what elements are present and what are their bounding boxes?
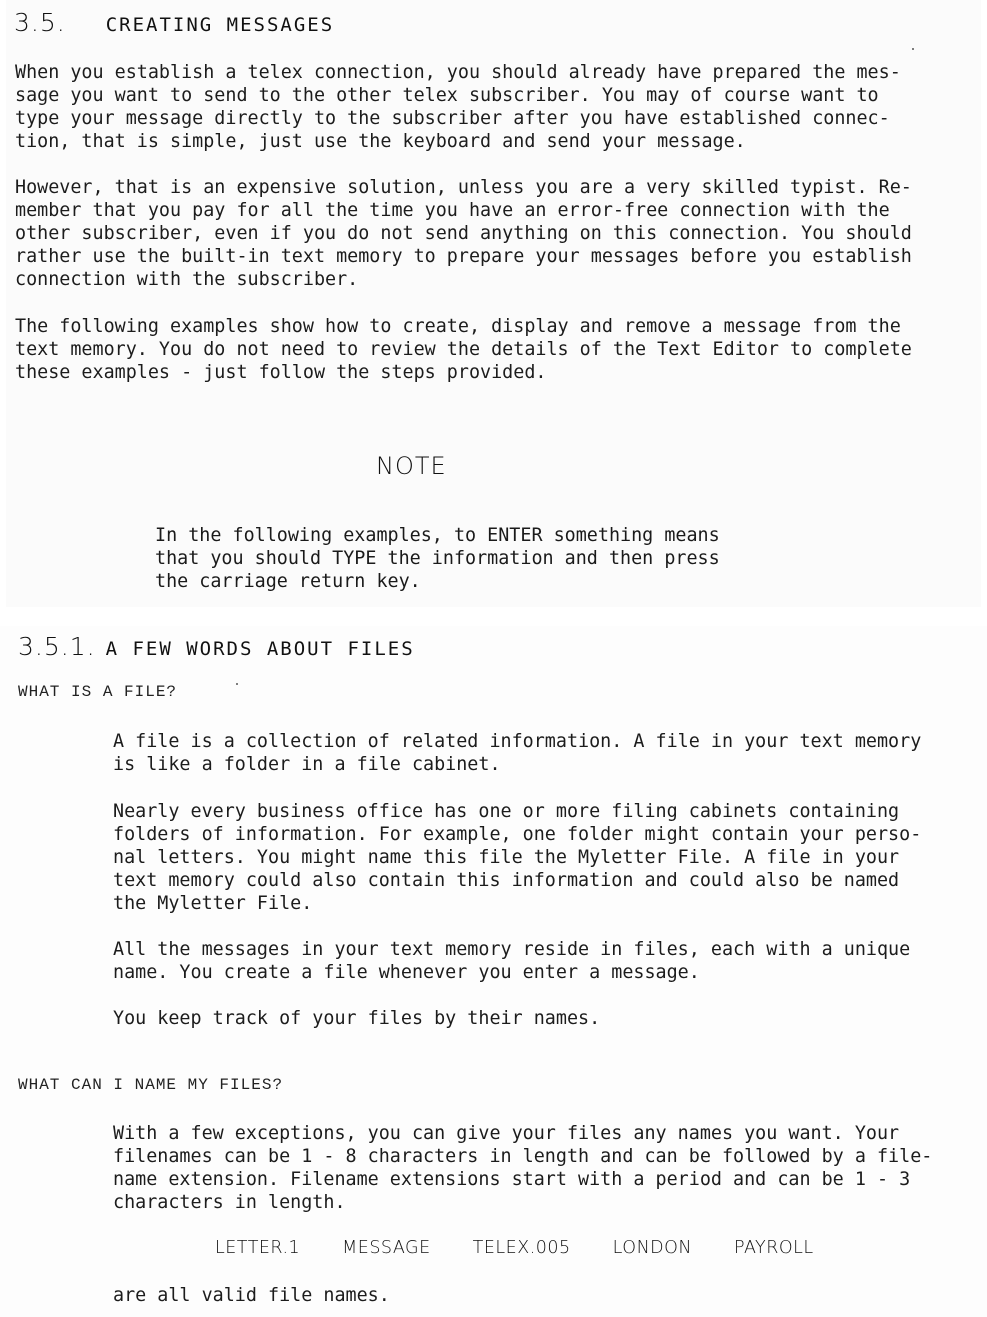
filename-examples (215, 1238, 814, 1258)
filename-example: MESSAGE (342, 1238, 431, 1258)
scan-speck (912, 48, 914, 50)
filename-example: TELEX.005 (472, 1238, 571, 1258)
section-title: A FEW WORDS ABOUT FILES (105, 638, 415, 660)
note-title: NOTE (376, 452, 447, 480)
paragraph-telex-connection: When you establish a telex connection, you should already have prepared the mes- sage you want to send to the other telex subscriber. You may of course want to type your message directly to the subscriber after you have established connec- tion, that is simple, just use the keyboard and send your message. (15, 62, 901, 152)
paragraph-file-definition: A file is a collection of related information. A file in your text memory is like a folder in a file cabinet. (113, 731, 922, 775)
filename-example: LETTER.1 (215, 1238, 301, 1258)
paragraph-filing-cabinets: Nearly every business office has one or more filing cabinets containing folders of information. For example, one folder might contain your perso- nal letters. You might name this file the Myletter File. A file in your text memory could also contain this information and could also be named the Myletter File. (113, 801, 922, 914)
paragraph-filename-rules: With a few exceptions, you can give your files any names you want. Your filenames can be 1 - 8 characters in length and can be followed by a file- name extension. Filename extensions start with a period and can be 1 - 3 characters in length. (113, 1123, 933, 1213)
paragraph-messages-in-files: All the messages in your text memory reside in files, each with a unique name. You create a file whenever you enter a message. (113, 939, 911, 983)
section-number: 3.5.1. (18, 632, 96, 661)
section-number: 3.5. (14, 8, 66, 37)
filename-example: PAYROLL (734, 1238, 814, 1258)
paragraph-track-files: You keep track of your files by their names. (113, 1008, 601, 1029)
filename-example: LONDON (612, 1238, 693, 1258)
section-title: CREATING MESSAGES (105, 14, 335, 36)
subheading-what-is-a-file: WHAT IS A FILE? (18, 683, 178, 701)
paragraph-following-examples: The following examples show how to create, display and remove a message from the text memory. You do not need to review the details of the Text Editor to complete these examples - just follow the steps provided. (15, 316, 912, 383)
section-heading-creating-messages (14, 8, 334, 37)
scan-speck (236, 683, 238, 685)
page-divider (0, 607, 987, 626)
note-body: In the following examples, to ENTER something means that you should TYPE the information and then press the carriage return key. (155, 525, 720, 592)
subheading-what-can-i-name: WHAT CAN I NAME MY FILES? (18, 1076, 284, 1094)
paragraph-expensive-solution: However, that is an expensive solution, unless you are a very skilled typist. Re- member that you pay for all the time you have an error-free connection with the other subscriber, even if you do not send anything on this connection. You should rather use the built-in text memory to prepare your messages before you establish connection with the subscriber. (15, 177, 912, 290)
paragraph-valid-names: are all valid file names. (113, 1285, 390, 1306)
section-heading-files (18, 632, 415, 661)
